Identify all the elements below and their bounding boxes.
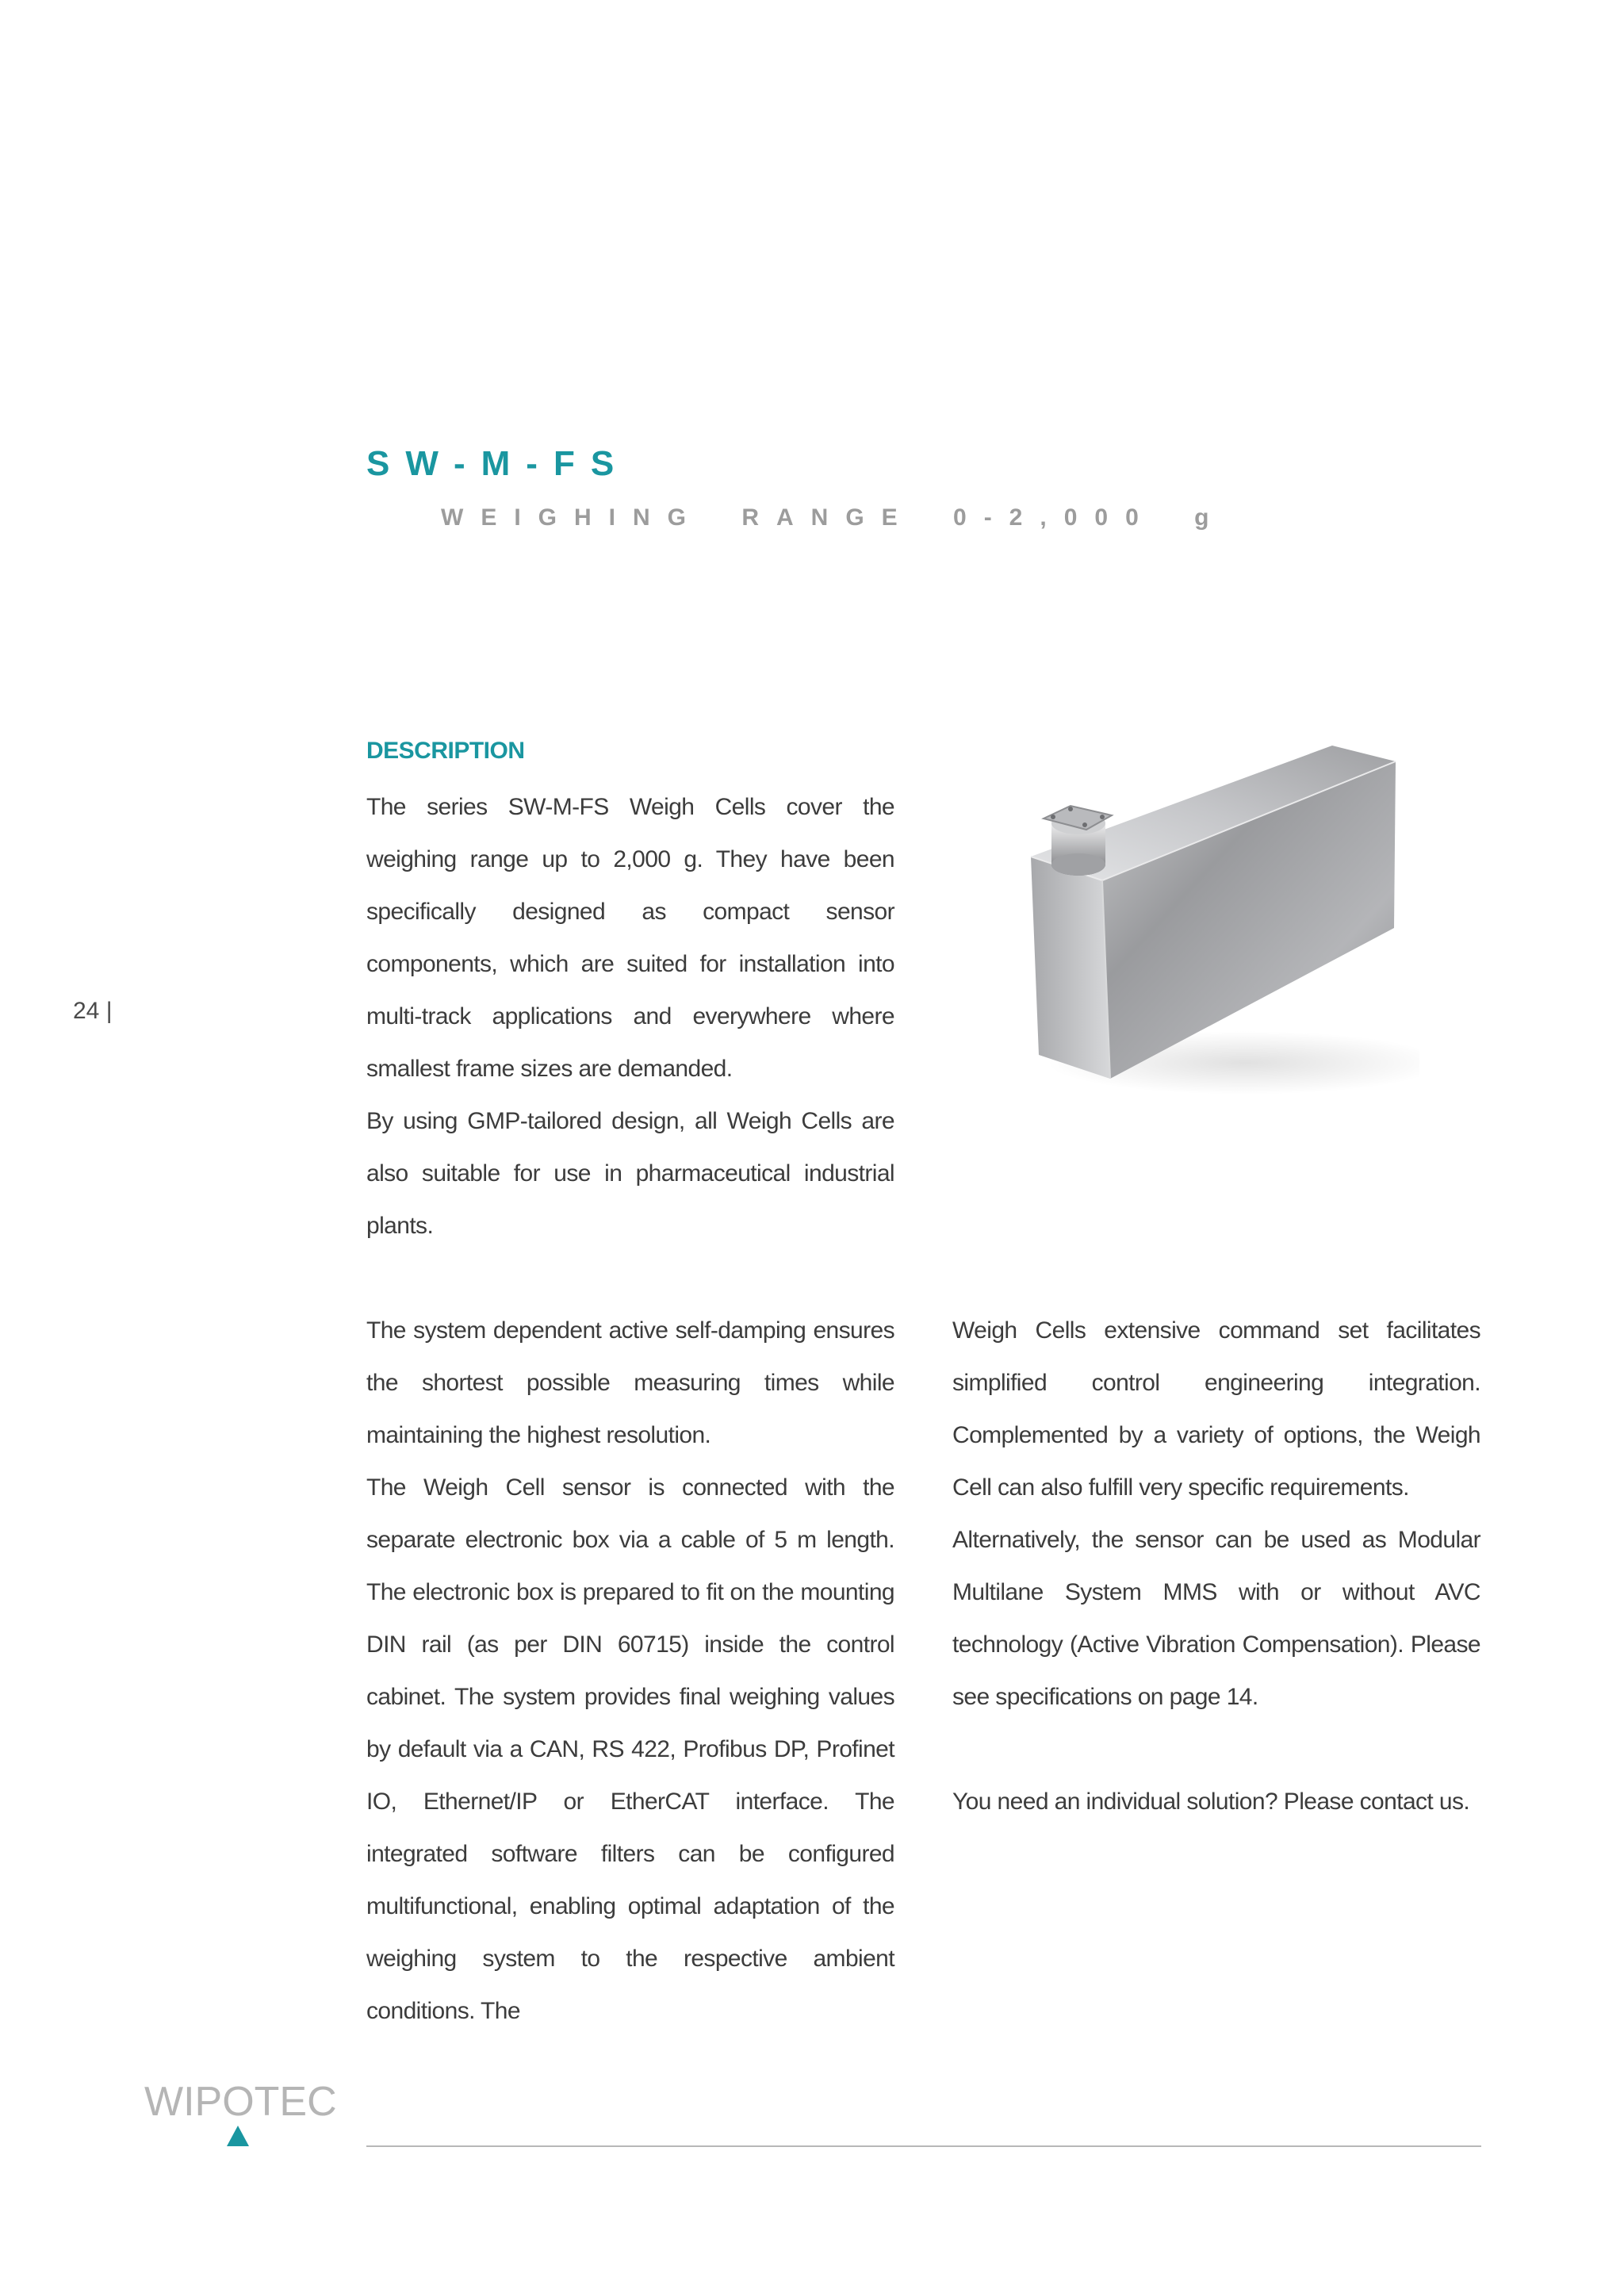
description-heading: DESCRIPTION [366, 738, 525, 764]
weigh-cell-product-image [1007, 730, 1419, 1142]
product-title: SW-M-FS [366, 444, 630, 483]
description-paragraph: The series SW-M-FS Weigh Cells cover the weighing range up to 2,000 g. They have been specifically designed as compact sensor components, which are suited for installation into multi-track applications and everywhere where smallest frame sizes are demanded. [366, 794, 894, 1082]
footer-divider [366, 2145, 1481, 2147]
description-paragraph: By using GMP-tailored design, all Weigh Cells are also suitable for use in pharmaceutical industrial plants. [366, 1108, 894, 1239]
body-column-right [952, 1305, 1480, 1828]
body-paragraph: The system dependent active self-damping ensures the shortest possible measuring times while maintaining the highest resolution. [366, 1317, 894, 1448]
triangle-icon [227, 2126, 249, 2146]
contact-paragraph: You need an individual solution? Please contact us. [952, 1789, 1470, 1815]
product-subtitle: WEIGHING RANGE 0-2,000 g [441, 504, 1227, 531]
wipotec-logo [144, 2078, 335, 2154]
page-number: 24 | [73, 998, 113, 1024]
description-column [366, 781, 894, 1252]
logo-text: WIPOTEC [144, 2079, 337, 2125]
body-paragraph: The Weigh Cell sensor is connected with the separate electronic box via a cable of 5 m length. The electronic box is prepared to fit on the mounting DIN rail (as per DIN 60715) inside the control cabinet. The system provides final weighing values by default via a CAN, RS 422, Profibus DP, Profinet IO, Ethernet/IP or EtherCAT interface. The integrated software filters can be configured multifunctional, enabling optimal adaptation of the weighing system to the respective ambient conditions. The [366, 1474, 894, 2024]
body-paragraph: Weigh Cells extensive command set facilitates simplified control engineering integration. Complemented by a variety of options, the Weigh Cell can also fulfill very specific requirements. [952, 1317, 1480, 1501]
body-paragraph: Alternatively, the sensor can be used as Modular Multilane System MMS with or without AVC technology (Active Vibration Compensation). Please see specifications on page 14. [952, 1527, 1480, 1710]
body-column-left [366, 1305, 894, 2038]
